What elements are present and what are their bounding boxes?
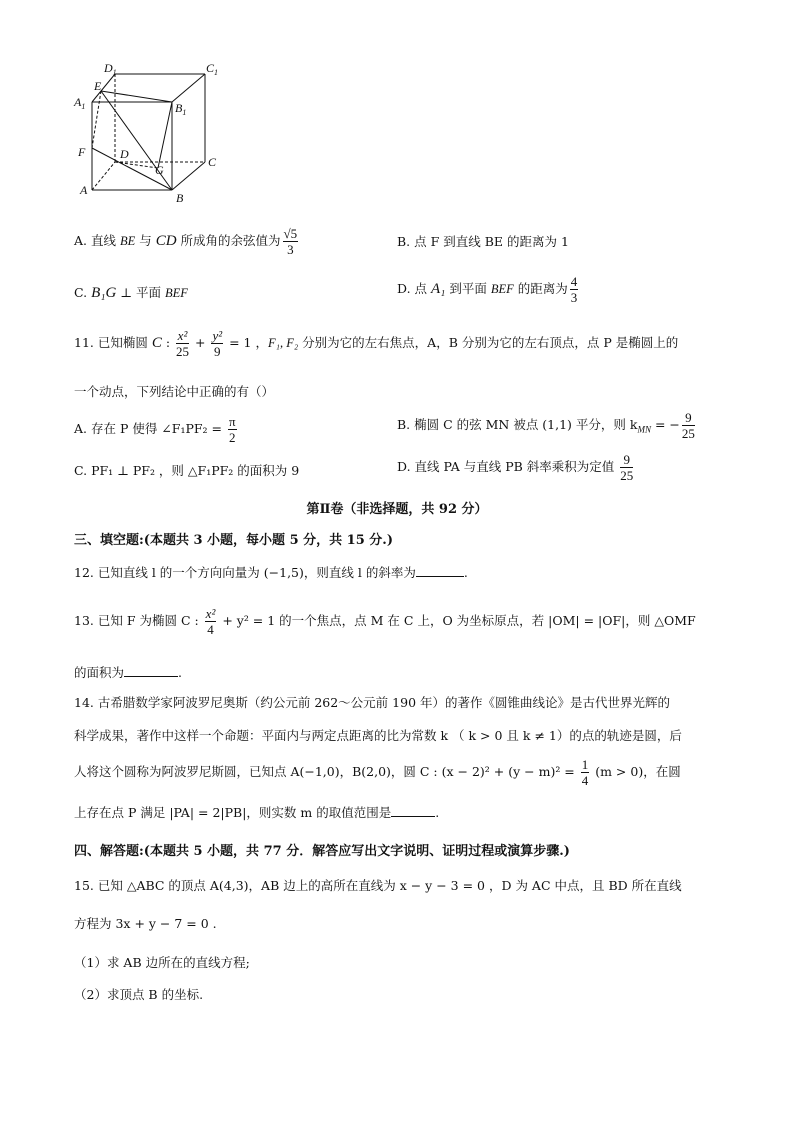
edge-b1g (158, 102, 172, 168)
q11-option-b: B. 椭圆 C 的弦 MN 被点 (1,1) 平分，则 $k_{MN}$ = − $\frac{9}{25}$ (397, 410, 695, 441)
q10-option-a: A. 直线 BE 与 CD 所成角的余弦值为 $\frac{√5}{3}$ (74, 226, 298, 257)
q12: 12. 已知直线 l 的一个方向向量为 (−1,5)，则直线 l 的斜率为 . (74, 565, 468, 580)
q14-line1: 14. 古希腊数学家阿波罗尼奥斯（约公元前 262～公元前 190 年）的著作《圆锥曲线论》是古代世界光辉的 (74, 695, 670, 710)
q10-option-d: D. 点 A₁ 到平面 BEF 的距离为 $\frac{4}{3}$ (397, 274, 578, 305)
q11-option-c: C. PF₁ ⊥ PF₂ ，则 △F₁PF₂ 的面积为 9 (74, 463, 300, 478)
label-f: F (78, 145, 86, 159)
q11-stem-line1: 11. 已知椭圆 C : $\frac{\text{x²}}{25}$ + $\frac{\text{y²}}{9}$ = 1 ，F₁, F₂ 分别为它的左右焦点，A，B 分别为它的左右顶点，点 P 是椭圆上的 (74, 328, 679, 359)
edge-b1c1 (172, 74, 205, 102)
section-4-heading: 四、解答题:(本题共 5 小题，共 77 分．解答应写出文字说明、证明过程或演算步骤.) (74, 844, 570, 859)
q11-stem-line2: 一个动点，下列结论中正确的有（） (74, 384, 275, 399)
q15-line1: 15. 已知 △ABC 的顶点 A(4,3)，AB 边上的高所在直线为 x − y − 3 = 0 ，D 为 AC 中点，且 BD 所在直线 (74, 878, 682, 893)
q13-line2: 的面积为 . (74, 665, 182, 680)
q15-line2: 方程为 3x + y − 7 = 0 . (74, 916, 217, 931)
q15-sub1: （1）求 AB 边所在的直线方程; (74, 955, 250, 970)
label-g: G (155, 163, 164, 177)
q13-answer-blank[interactable] (124, 664, 178, 677)
q14-line2: 科学成果，著作中这样一个命题：平面内与两定点距离的比为常数 k （ k > 0 且 k ≠ 1）的点的轨迹是圆，后 (74, 728, 682, 743)
section-3-heading: 三、填空题:(本题共 3 小题，每小题 5 分，共 15 分.) (74, 533, 393, 548)
label-d: D (120, 147, 129, 161)
label-a: A (80, 183, 88, 197)
label-c1: $C_1$ (206, 61, 219, 77)
q10-option-b: B. 点 F 到直线 BE 的距离为 1 (397, 234, 569, 249)
label-b: B (176, 191, 184, 205)
q11-option-d: D. 直线 PA 与直线 PB 斜率乘积为定值 $\frac{9}{25}$ (397, 452, 634, 483)
label-b1: $B_1$ (175, 101, 187, 117)
q10-option-c: C. B₁G ⊥ 平面 BEF (74, 285, 188, 301)
label-c: C (208, 155, 217, 169)
edge-ad (92, 162, 115, 190)
cube-figure (70, 60, 230, 210)
q14-answer-blank[interactable] (391, 804, 435, 817)
edge-bc (172, 162, 205, 190)
q11-option-a: A. 存在 P 使得 ∠F₁PF₂ = $\frac{\pi}{2}$ (74, 414, 236, 445)
q14-line3: 人将这个圆称为阿波罗尼斯圆，已知点 A(−1,0)，B(2,0)，圆 C : (x − 2)² + (y − m)² = $\frac{1}{4}$ (m > 0)，在圆 (74, 757, 681, 788)
q15-sub2: （2）求顶点 B 的坐标. (74, 987, 204, 1002)
label-d1: $D_1$ (104, 61, 117, 77)
edge-ef (92, 91, 101, 148)
part2-title: 第Ⅱ卷（非选择题，共 92 分） (306, 502, 488, 517)
q12-answer-blank[interactable] (416, 564, 464, 577)
q14-line4: 上存在点 P 满足 |PA| = 2|PB|，则实数 m 的取值范围是 . (74, 805, 440, 820)
edge-dg (115, 162, 158, 168)
edge-eb1 (101, 91, 172, 102)
label-e: E (94, 79, 102, 93)
label-a1: $A_1$ (74, 95, 86, 111)
q13-line1: 13. 已知 F 为椭圆 C : $\frac{\text{x²}}{4}$ + y² = 1 的一个焦点，点 M 在 C 上，O 为坐标原点，若 |OM| = |OF|，则 △OMF (74, 606, 696, 637)
